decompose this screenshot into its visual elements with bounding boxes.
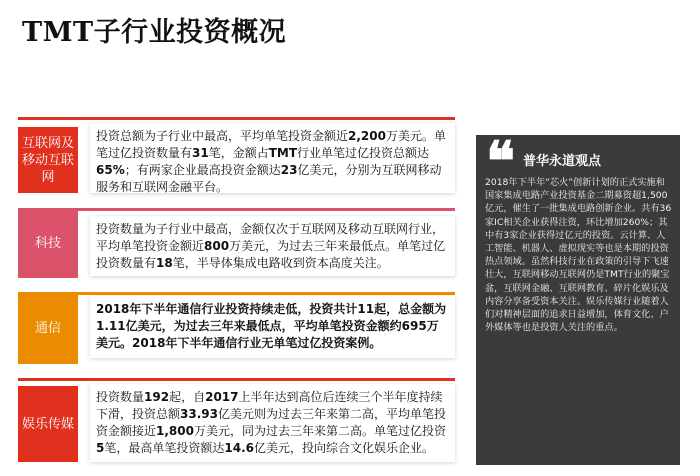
category-internet (18, 127, 78, 193)
category-entertainment (18, 386, 78, 462)
description-tech: 投资数量为子行业中最高，金额仅次于互联网及移动互联网行业，平均单笔投资金额近800万美元，为过去三年来最低点。单笔过亿投资数量有18笔，半导体集成电路收到资本高度关注。 (90, 216, 455, 276)
quote-icon: ❝ (486, 129, 516, 193)
category-label-line2: 移动互联网 (21, 152, 74, 185)
row-tech (18, 208, 455, 278)
row-telecom (18, 292, 455, 364)
description-telecom: 2018年下半年通信行业投资持续走低，投资共计11起，总金额为1.11亿美元，为过去三年来最低点，平均单笔投资金额约695万美元。2018年下半年通信行业无单笔过亿投资案例。 (90, 296, 455, 358)
panel-title: 普华永道观点 (523, 154, 602, 169)
row-accent-bar (18, 208, 455, 211)
category-label: 科技 (34, 235, 61, 251)
category-telecom (18, 292, 78, 364)
page-title: TMT子行业投资概况 (22, 17, 287, 48)
category-label: 通信 (34, 320, 61, 336)
description-entertainment: 投资数量192起，自2017上半年达到高位后连续三个半年度持续下滑，投资总额33.93亿美元则为过去三年来第二高，平均单笔投资金额接近1,800万美元，同为过去三年来第二高。单笔过亿投资5笔，最高单笔投资额达14.6亿美元，投向综合文化娱乐企业。 (90, 384, 455, 462)
category-label-line1: 互联网及 (21, 135, 74, 151)
row-entertainment (18, 378, 455, 462)
panel-body: 2018年下半年“芯火”创新计划的正式实施和国家集成电路产业投资基金二期募资超1,500亿元，催生了一批集成电路创新企业。共有36家IC相关企业获得注资，环比增加260%；其中有3家企业获得过亿元的投资。云计算、人工智能、机器人、虚拟现实等也是本期的投资热点领域。虽然科技行业在政策的引导下飞速壮大，互联网移动互联网仍是TMT行业的聚宝盆，互联网金融、互联网教育、碎片化娱乐及内容分享备受资本关注。娱乐传媒行业随着人们对精神层面的追求日益增加，体育文化、户外媒体等也是投资人关注的重点。 (485, 177, 672, 334)
pwc-viewpoint-panel (476, 129, 680, 465)
row-accent-bar (18, 117, 455, 120)
category-label: 娱乐传媒 (21, 416, 74, 432)
row-accent-bar (18, 292, 455, 295)
row-accent-bar (18, 378, 455, 381)
description-internet: 投资总额为子行业中最高，平均单笔投资金额近2,200万美元。单笔过亿投资数量有31笔，金额占TMT行业单笔过亿投资总额达65%；有两家企业最高投资金额达23亿美元，分别为互联网移动服务和互联网金融平台。 (90, 123, 455, 193)
row-internet (18, 117, 455, 193)
category-tech (18, 208, 78, 278)
